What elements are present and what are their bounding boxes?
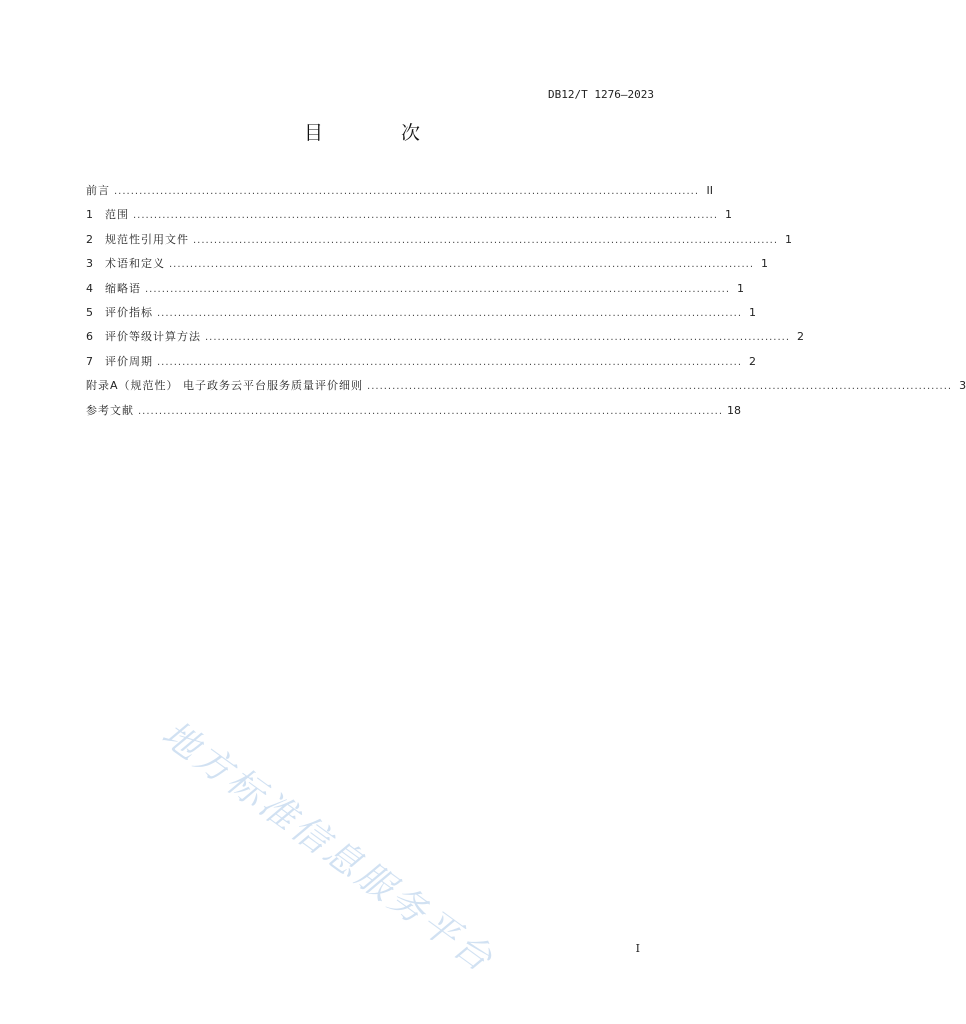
page-number: I xyxy=(635,942,640,955)
toc-entry-number: 3 xyxy=(86,257,93,271)
toc-entry-number: 7 xyxy=(86,354,93,368)
toc-entry-label: 术语和定义 xyxy=(105,257,165,271)
dot-leader: ............................................................................................................................................ xyxy=(169,259,755,271)
toc-entry-label: 规范性引用文件 xyxy=(105,232,189,246)
toc-entry-page: 2 xyxy=(797,330,805,344)
toc-entry-preface[interactable] xyxy=(86,182,714,206)
toc-entry-label: 评价指标 xyxy=(105,305,153,319)
dot-leader: ............................................................................................................................................ xyxy=(133,210,719,222)
toc-entry-label: 评价周期 xyxy=(105,354,153,368)
toc-entry-page: 1 xyxy=(737,281,745,295)
toc-entry-number: 4 xyxy=(86,281,93,295)
toc-entry-evaluation-indicators[interactable] xyxy=(86,304,757,328)
toc-entry-label: 评价等级计算方法 xyxy=(105,330,201,344)
watermark: 地方标准信息服务平台 xyxy=(154,713,502,982)
dot-leader: ............................................................................................................................................ xyxy=(205,332,791,344)
dot-leader: ............................................................................................................................................ xyxy=(138,405,724,417)
toc-entry-page: 1 xyxy=(725,208,733,222)
toc-entry-page: 1 xyxy=(785,232,793,246)
toc-entry-scope[interactable] xyxy=(86,206,733,230)
toc-entry-page: 1 xyxy=(749,305,757,319)
toc-entry-page: 18 xyxy=(727,403,742,417)
toc-entry-bibliography[interactable] xyxy=(86,402,742,426)
document-code: DB12/T 1276—2023 xyxy=(548,88,654,101)
toc-entry-page: 1 xyxy=(761,257,769,271)
dot-leader: ............................................................................................................................................ xyxy=(157,307,743,319)
toc-entry-terms-definitions[interactable] xyxy=(86,255,769,279)
toc-entry-evaluation-cycle[interactable] xyxy=(86,353,757,377)
toc-entry-number: 2 xyxy=(86,232,93,246)
page-title: 目 次 xyxy=(303,122,457,144)
toc-entry-label: 缩略语 xyxy=(105,281,141,295)
dot-leader: ............................................................................................................................................ xyxy=(157,356,743,368)
dot-leader: ............................................................................................................................................ xyxy=(193,234,779,246)
toc-entry-grade-calculation[interactable] xyxy=(86,328,805,352)
toc-entry-page: 2 xyxy=(749,354,757,368)
dot-leader: ............................................................................................................................................ xyxy=(145,283,731,295)
dot-leader: ............................................................................................................................................ xyxy=(367,381,953,393)
toc-entry-label: 参考文献 xyxy=(86,403,134,417)
toc-entry-label: 前言 xyxy=(86,184,110,197)
toc-entry-number: 1 xyxy=(86,208,93,222)
toc-entry-number: 5 xyxy=(86,305,93,319)
toc-entry-label: 范围 xyxy=(105,208,129,222)
toc-entry-normative-references[interactable] xyxy=(86,231,793,255)
toc-entry-number: 6 xyxy=(86,330,93,344)
toc-entry-abbreviations[interactable] xyxy=(86,280,745,304)
table-of-contents xyxy=(86,182,966,426)
toc-entry-appendix-a[interactable] xyxy=(86,377,966,401)
dot-leader: ............................................................................................................................................ xyxy=(114,186,700,197)
toc-entry-label: 附录A（规范性） 电子政务云平台服务质量评价细则 xyxy=(86,379,364,393)
toc-entry-page: 3 xyxy=(959,379,966,393)
toc-entry-page: II xyxy=(706,184,714,197)
